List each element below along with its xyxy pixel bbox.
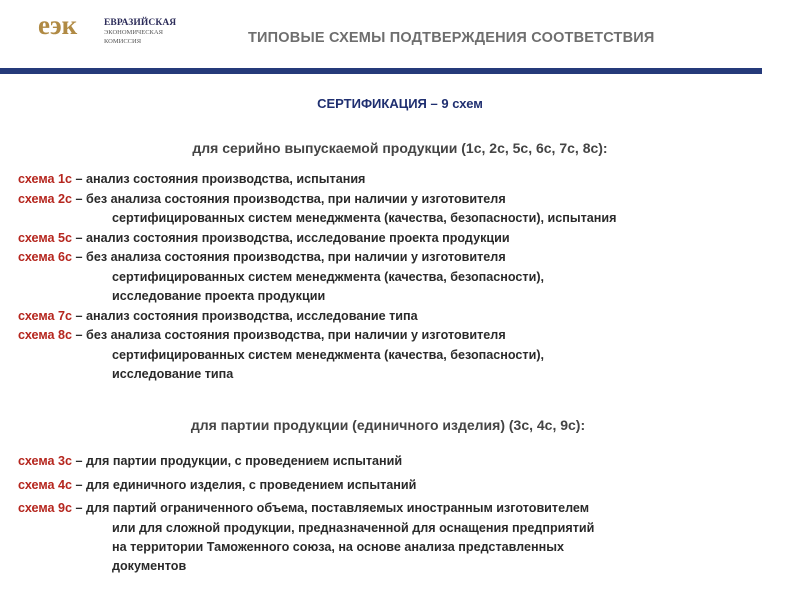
group2-list [18,452,778,580]
logo-line-3: КОМИССИЯ [104,38,142,45]
logo-line-1: ЕВРАЗИЙСКАЯ [104,18,177,28]
scheme-description: – без анализа состояния производства, при наличии у изготовителя [75,328,506,342]
scheme-code: схема 6с [18,250,73,264]
scheme-code: схема 5с [18,230,73,245]
scheme-description: – без анализа состояния производства, при наличии у изготовителя [75,250,506,264]
scheme-code: схема 3с [18,454,73,468]
scheme-description: – для единичного изделия, с проведением испытаний [75,477,417,492]
scheme-description: – для партий ограниченного объема, поставляемых иностранным изготовителем [75,501,590,515]
scheme-code: схема 9с [18,501,73,515]
scheme-description-continued: сертифицированных систем менеджмента (качества, безопасности), [112,269,545,284]
list-item [18,326,778,385]
logo-text [104,19,176,46]
scheme-description: – анализ состояния производства, исследование типа [75,308,418,323]
scheme-description-continued: исследование проекта продукции [112,289,326,303]
list-item [18,307,778,327]
section-count: 9 схем [441,96,483,111]
logo-mark: еэк [38,10,78,40]
section-title-text: СЕРТИФИКАЦИЯ [317,96,427,111]
scheme-code: схема 2с [18,191,73,206]
scheme-description: – для партии продукции, с проведением испытаний [75,454,403,468]
list-item [18,499,778,576]
list-item [18,170,778,190]
scheme-description-continued: документов [112,558,187,573]
logo-line-2: ЭКОНОМИЧЕСКАЯ [104,29,163,36]
list-item [18,452,778,472]
list-item [18,229,778,249]
scheme-description-continued: или для сложной продукции, предназначенной для оснащения предприятий [112,520,595,535]
page-title: ТИПОВЫЕ СХЕМЫ ПОДТВЕРЖДЕНИЯ СООТВЕТСТВИЯ [248,30,655,46]
header-divider [0,68,762,74]
scheme-description: – анализ состояния производства, испытания [75,172,366,186]
scheme-code: схема 7с [18,308,73,323]
section-title [0,96,800,111]
scheme-code: схема 1с [18,172,73,186]
scheme-code: схема 8с [18,328,73,342]
scheme-description-continued: сертифицированных систем менеджмента (качества, безопасности), испытания [112,211,617,225]
scheme-description-continued: исследование типа [112,367,234,381]
section-dash: – [430,96,438,111]
scheme-description-continued: на территории Таможенного союза, на основе анализа представленных [112,539,564,554]
scheme-description-continued: сертифицированных систем менеджмента (качества, безопасности), [112,347,545,362]
list-item [18,190,778,229]
group2-heading: для партии продукции (единичного изделия) (3с, 4с, 9с): [190,417,586,433]
scheme-description: – без анализа состояния производства, при наличии у изготовителя [75,191,506,206]
list-item [18,476,778,496]
list-item [18,248,778,307]
scheme-code: схема 4с [18,477,73,492]
scheme-description: – анализ состояния производства, исследование проекта продукции [75,230,510,245]
group1-list [18,170,778,385]
group1-heading: для серийно выпускаемой продукции (1с, 2с, 5с, 6с, 7с, 8с): [192,140,608,156]
